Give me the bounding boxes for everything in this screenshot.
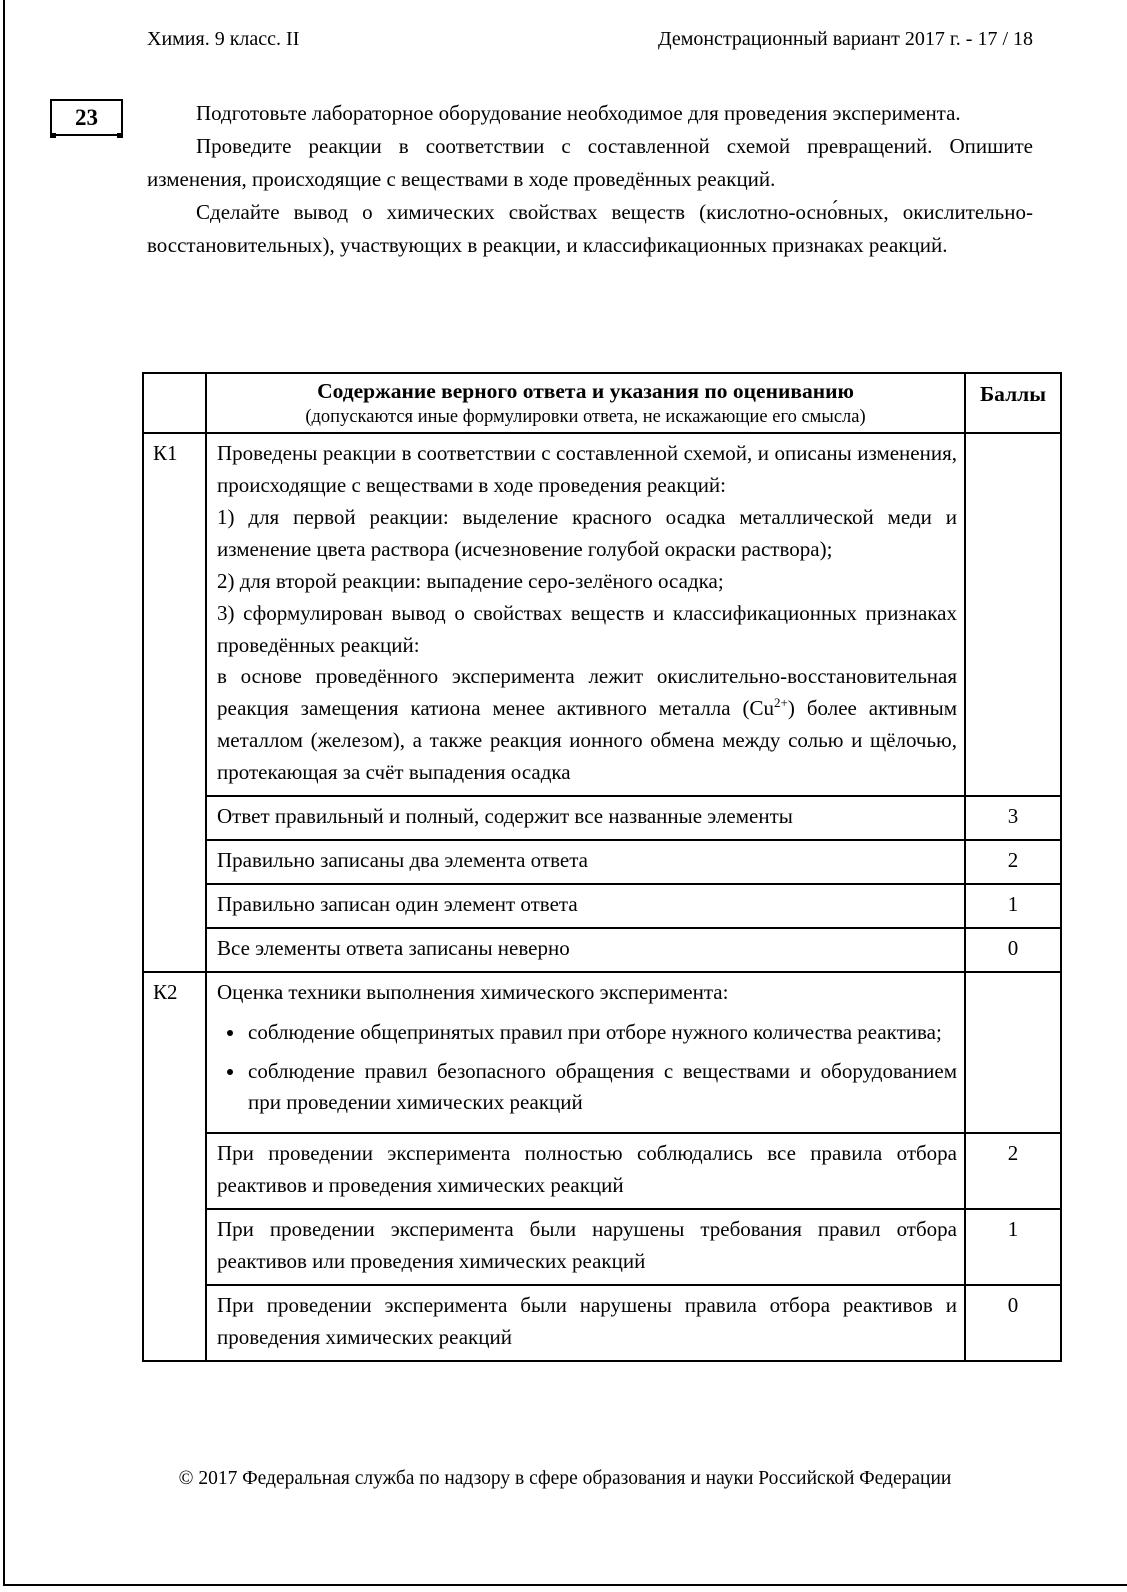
document-page [3,0,1127,1586]
k2-description-row [143,972,1061,1134]
cu-ion-superscript: 2+ [774,695,788,711]
criterion-text: При проведении эксперимента были нарушены правила отбора реактивов и проведения химических реакций [206,1285,965,1361]
task-paragraph: Проведите реакции в соответствии с составленной схемой превращений. Опишите изменения, происходящие с веществами в ходе проведённых реакций. [147,133,1033,191]
k2-score-row [143,1133,1061,1209]
k1-paragraph: 2) для второй реакции: выпадение серо-зелёного осадка; [217,568,724,593]
k2-label-cell: К2 [143,972,206,1361]
header-content-title: Содержание верного ответа и указания по оцениванию [317,379,854,403]
k1-description-row [143,433,1061,796]
k2-intro: Оценка техники выполнения химического эксперимента: [217,979,729,1004]
k1-paragraph-formula [217,661,957,789]
criterion-text: Правильно записан один элемент ответа [206,884,965,928]
criterion-score: 2 [965,1133,1061,1209]
task-section [75,97,1033,262]
header-content-cell [206,373,965,433]
criterion-score: 3 [965,796,1061,840]
header-variant: Демонстрационный вариант 2017 г. - 17 / 18 [657,28,1033,50]
k2-description-score-cell [965,972,1061,1134]
k2-bullet-list [217,1017,957,1120]
k2-bullet-item: • соблюдение правил безопасного обращения с веществами и оборудованием при проведении химических реакций [246,1056,957,1120]
criterion-score: 2 [965,840,1061,884]
header-empty-cell [143,373,206,433]
page-header [147,26,1033,52]
k1-formula-post: ) более активным металлом (железом), а также реакция ионного обмена между солью и щёлочью, протекающая за счёт выпадения осадка [217,696,957,785]
k1-description-score-cell [965,433,1061,796]
k1-description-cell [206,433,965,796]
header-subject: Химия. 9 класс. II [147,28,300,50]
task-number-box [50,99,123,136]
task-number: 23 [75,104,98,130]
k1-paragraph: 3) сформулирован вывод о свойствах веществ и классификационных признаках проведённых реакций: [217,600,957,657]
k1-score-row [143,928,1061,972]
criterion-score: 0 [965,928,1061,972]
scoring-table [142,372,1062,1362]
k2-description-cell [206,972,965,1134]
k1-score-row [143,796,1061,840]
rubric-section [142,372,1062,1362]
k2-score-row [143,1285,1061,1361]
copyright-footer: © 2017 Федеральная служба по надзору в сфере образования и науки Российской Федерации [178,1468,952,1489]
criterion-score: 1 [965,884,1061,928]
k1-score-row [143,884,1061,928]
criterion-text: Правильно записаны два элемента ответа [206,840,965,884]
task-paragraph: Сделайте вывод о химических свойствах веществ (кислотно-осно́вных, окислительно-восстановительных), участвующих в реакции, и классификационных признаках реакций. [147,199,1033,257]
criterion-text: Все элементы ответа записаны неверно [206,928,965,972]
criterion-text: При проведении эксперимента были нарушены требования правил отбора реактивов или проведения химических реакций [206,1209,965,1285]
k1-score-row [143,840,1061,884]
table-header-row [143,373,1061,433]
k1-formula-pre: в основе проведённого эксперимента лежит окислительно-восстановительная реакция замещения катиона менее активного металла (Cu [217,664,957,721]
task-paragraph: Подготовьте лабораторное оборудование необходимое для проведения эксперимента. [196,101,961,125]
header-content-subtitle: (допускаются иные формулировки ответа, не искажающие его смысла) [305,407,866,428]
criterion-text: При проведении эксперимента полностью соблюдались все правила отбора реактивов и проведения химических реакций [206,1133,965,1209]
criterion-text: Ответ правильный и полный, содержит все названные элементы [206,796,965,840]
criterion-score: 1 [965,1209,1061,1285]
k1-label-cell: К1 [143,433,206,972]
k1-paragraph: Проведены реакции в соответствии с составленной схемой, и описаны изменения, происходящие с веществами в ходе проведения реакций: [217,441,957,498]
header-score-cell: Баллы [965,373,1061,433]
k2-bullet-item: • соблюдение общепринятых правил при отборе нужного количества реактива; [246,1017,957,1049]
k2-score-row [143,1209,1061,1285]
criterion-score: 0 [965,1285,1061,1361]
k1-paragraph: 1) для первой реакции: выделение красного осадка металлической меди и изменение цвета раствора (исчезновение голубой окраски раствора); [217,504,957,561]
